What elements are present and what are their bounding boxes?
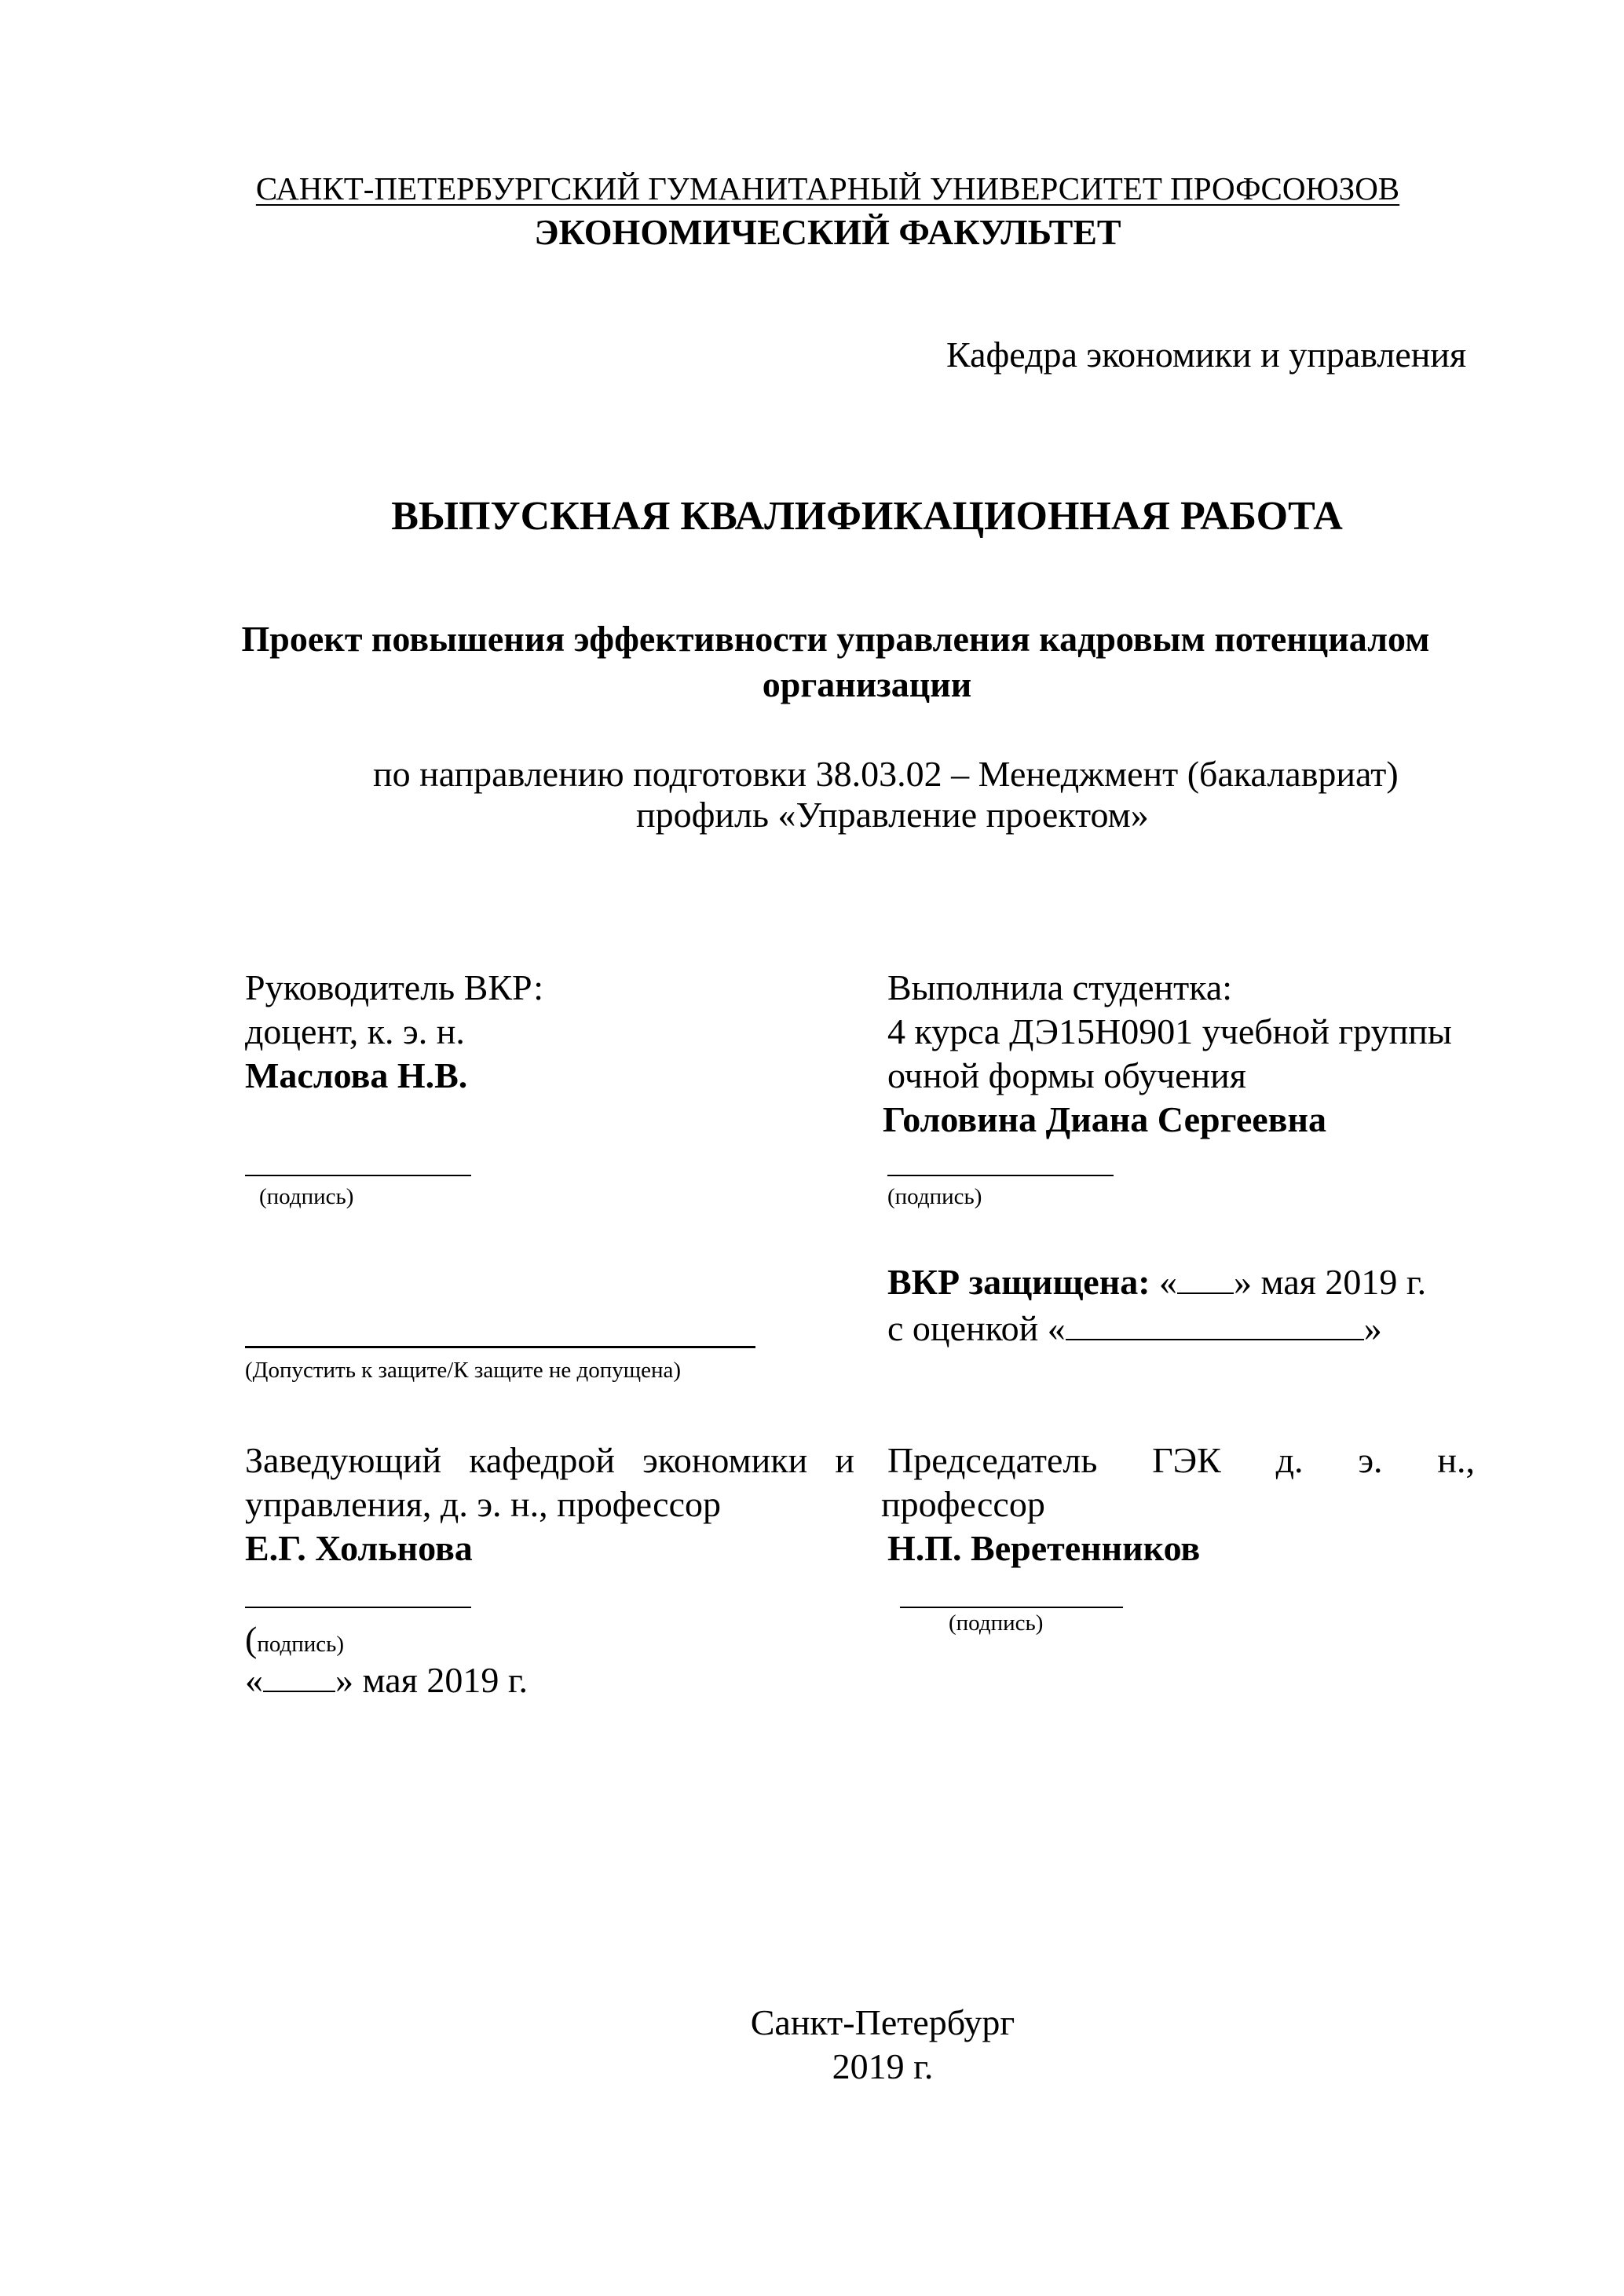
topic-line-2: организации (762, 664, 972, 704)
faculty-name: ЭКОНОМИЧЕСКИЙ ФАКУЛЬТЕТ (534, 212, 1121, 252)
footer-year: 2019 г. (832, 2046, 934, 2086)
study-direction: по направлению подготовки 38.03.02 – Менеджмент (бакалавриат) (373, 754, 1399, 794)
head-title-line-1 (245, 1439, 854, 1483)
supervisor-position: доцент, к. э. н. (245, 1011, 465, 1051)
study-profile: профиль «Управление проектом» (636, 795, 1149, 835)
chairman-title-line-2: профессор (881, 1484, 1045, 1524)
supervisor-signature-caption: (подпись) (259, 1184, 354, 1209)
head-date-close: » мая 2019 г. (335, 1660, 529, 1700)
defense-line (887, 1260, 1426, 1304)
head-word-2: кафедрой (469, 1440, 615, 1480)
head-title-line-2: управления, д. э. н., профессор (245, 1484, 721, 1524)
student-study-form: очной формы обучения (887, 1055, 1246, 1095)
chairman-word-4: э. (1358, 1440, 1383, 1480)
supervisor-signature-line (245, 1175, 471, 1176)
chairman-signature-caption: (подпись) (949, 1610, 1044, 1636)
chairman-word-2: ГЭК (1152, 1440, 1221, 1480)
chairman-name: Н.П. Веретенников (887, 1528, 1201, 1568)
supervisor-label: Руководитель ВКР: (245, 967, 544, 1007)
admission-caption: (Допустить к защите/К защите не допущена) (245, 1358, 682, 1383)
defense-date: » мая 2019 г. (1234, 1262, 1427, 1302)
chairman-signature-line (900, 1607, 1123, 1608)
head-caption-paren: ( (245, 1619, 258, 1659)
student-label: Выполнила студентка: (887, 967, 1233, 1007)
student-group: 4 курса ДЭ15Н0901 учебной группы (887, 1011, 1452, 1051)
defense-open-quote: « (1159, 1262, 1178, 1302)
student-signature-line (887, 1175, 1114, 1176)
chairman-word-1: Председатель (887, 1440, 1098, 1480)
chairman-word-5: н., (1437, 1440, 1475, 1480)
chairman-title-line-1 (887, 1439, 1475, 1483)
student-name: Головина Диана Сергеевна (883, 1099, 1327, 1139)
grade-suffix: » (1363, 1308, 1382, 1348)
topic-line-1: Проект повышения эффективности управления кадровым потенциалом (241, 619, 1430, 659)
university-name: САНКТ-ПЕТЕРБУРГСКИЙ ГУМАНИТАРНЫЙ УНИВЕРСИТЕТ ПРОФСОЮЗОВ (255, 170, 1400, 207)
department-name: Кафедра экономики и управления (946, 335, 1467, 375)
head-word-1: Заведующий (245, 1440, 442, 1480)
head-caption-text: подпись) (257, 1632, 345, 1657)
grade-prefix: с оценкой « (887, 1308, 1066, 1348)
head-signature-caption (245, 1618, 344, 1662)
chairman-word-3: д. (1275, 1440, 1304, 1480)
work-type-title: ВЫПУСКНАЯ КВАЛИФИКАЦИОННАЯ РАБОТА (391, 494, 1343, 539)
admission-signature-line (245, 1346, 755, 1348)
defense-label: ВКР защищена: (887, 1262, 1150, 1302)
defense-day-blank (1177, 1261, 1234, 1294)
grade-blank (1066, 1307, 1364, 1340)
footer-city: Санкт-Петербург (750, 2002, 1015, 2042)
head-word-3: экономики (642, 1440, 808, 1480)
student-signature-caption: (подпись) (887, 1184, 982, 1209)
head-word-4: и (835, 1440, 854, 1480)
head-date-open: « (245, 1660, 263, 1700)
head-signature-line (245, 1607, 471, 1608)
head-date-blank (263, 1659, 335, 1692)
supervisor-name: Маслова Н.В. (245, 1055, 468, 1095)
head-date-line (245, 1658, 528, 1702)
head-name: Е.Г. Хольнова (245, 1528, 473, 1568)
grade-line (887, 1307, 1382, 1351)
